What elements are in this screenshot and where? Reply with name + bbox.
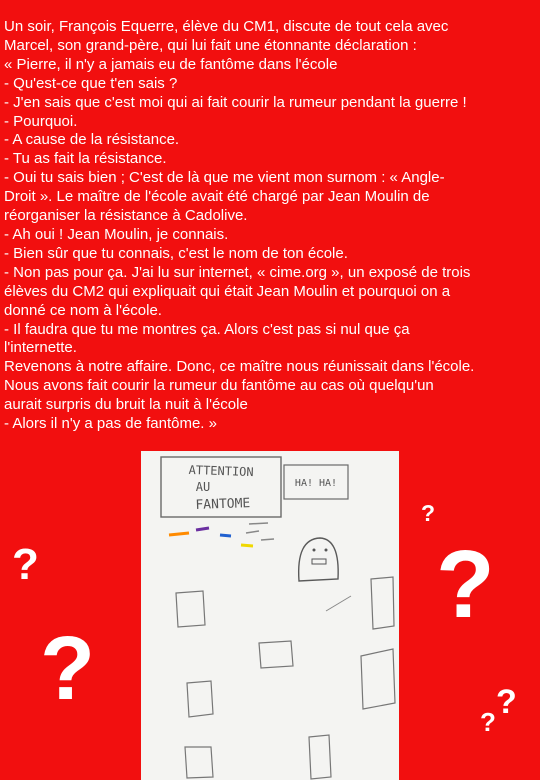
story-line: - Non pas pour ça. J'ai lu sur internet, « cime.org », un exposé de trois bbox=[4, 263, 471, 281]
sign-text-line1: ATTENTION bbox=[188, 462, 254, 480]
story-line: Revenons à notre affaire. Donc, ce maître nous réunissait dans l'école. bbox=[4, 358, 475, 376]
ghost-eye bbox=[313, 549, 316, 552]
desk-sketch bbox=[259, 641, 293, 668]
question-mark-icon: ? bbox=[480, 707, 496, 737]
story-line: - Oui tu sais bien ; C'est de là que me vient mon surnom : « Angle- bbox=[4, 169, 445, 187]
child-drawing bbox=[141, 451, 399, 780]
question-mark-icon: ? bbox=[436, 531, 495, 638]
pencil-line bbox=[326, 596, 351, 611]
story-line: Nous avons fait courir la rumeur du fantôme au cas où quelqu'un bbox=[4, 377, 434, 395]
desk-sketch bbox=[185, 747, 213, 778]
story-line: - Qu'est-ce que t'en sais ? bbox=[4, 74, 178, 92]
story-line: « Pierre, il n'y a jamais eu de fantôme dans l'école bbox=[4, 55, 338, 73]
question-mark-icon: ? bbox=[40, 619, 95, 719]
story-line: - Il faudra que tu me montres ça. Alors c'est pas si nul que ça bbox=[4, 320, 410, 338]
story-line: Un soir, François Equerre, élève du CM1, discute de tout cela avec bbox=[4, 18, 449, 35]
story-line: - Tu as fait la résistance. bbox=[4, 150, 167, 168]
story-line: - Ah oui ! Jean Moulin, je connais. bbox=[4, 225, 229, 243]
pencil-dash bbox=[246, 531, 259, 533]
ghost-eye bbox=[325, 549, 328, 552]
purple-dash bbox=[196, 528, 209, 530]
pencil-dash bbox=[249, 523, 268, 524]
story-line: donné ce nom à l'école. bbox=[4, 301, 162, 319]
story-line: - A cause de la résistance. bbox=[4, 131, 180, 149]
story-line: - Pourquoi. bbox=[4, 112, 78, 130]
question-mark-icon: ? bbox=[421, 500, 436, 526]
sign-text-line3: FANTOME bbox=[195, 496, 251, 513]
story-line: réorganiser la résistance à Cadolive. bbox=[4, 207, 248, 225]
ghost-mouth bbox=[312, 559, 326, 564]
story-line: l'internette. bbox=[4, 339, 77, 357]
desk-sketch bbox=[176, 591, 205, 627]
story-line: élèves du CM2 qui expliquait qui était Jean Moulin et pourquoi on a bbox=[4, 282, 451, 300]
story-line: Marcel, son grand-père, qui lui fait une étonnante déclaration : bbox=[4, 36, 417, 54]
story-text bbox=[4, 18, 540, 434]
laugh-text: HA! HA! bbox=[294, 478, 338, 489]
desk-sketch bbox=[361, 649, 395, 709]
story-line: - Bien sûr que tu connais, c'est le nom de ton école. bbox=[4, 244, 348, 262]
story-line: aurait surpris du bruit la nuit à l'école bbox=[4, 396, 248, 414]
question-mark-icon: ? bbox=[496, 683, 517, 721]
desk-sketch bbox=[309, 735, 331, 779]
pencil-dash bbox=[261, 539, 274, 540]
yellow-dash bbox=[241, 545, 253, 546]
desk-sketch bbox=[371, 577, 394, 629]
drawing-canvas bbox=[141, 451, 399, 780]
story-line: - Alors il n'y a pas de fantôme. » bbox=[4, 415, 217, 433]
desk-sketch bbox=[187, 681, 213, 717]
question-mark-icon: ? bbox=[12, 540, 39, 589]
story-line: - J'en sais que c'est moi qui ai fait courir la rumeur pendant la guerre ! bbox=[4, 93, 467, 111]
blue-dash bbox=[220, 535, 231, 536]
story-line: Droit ». Le maître de l'école avait été chargé par Jean Moulin de bbox=[4, 188, 430, 206]
sign-text-line2: AU bbox=[195, 480, 211, 494]
orange-dash bbox=[169, 533, 189, 535]
